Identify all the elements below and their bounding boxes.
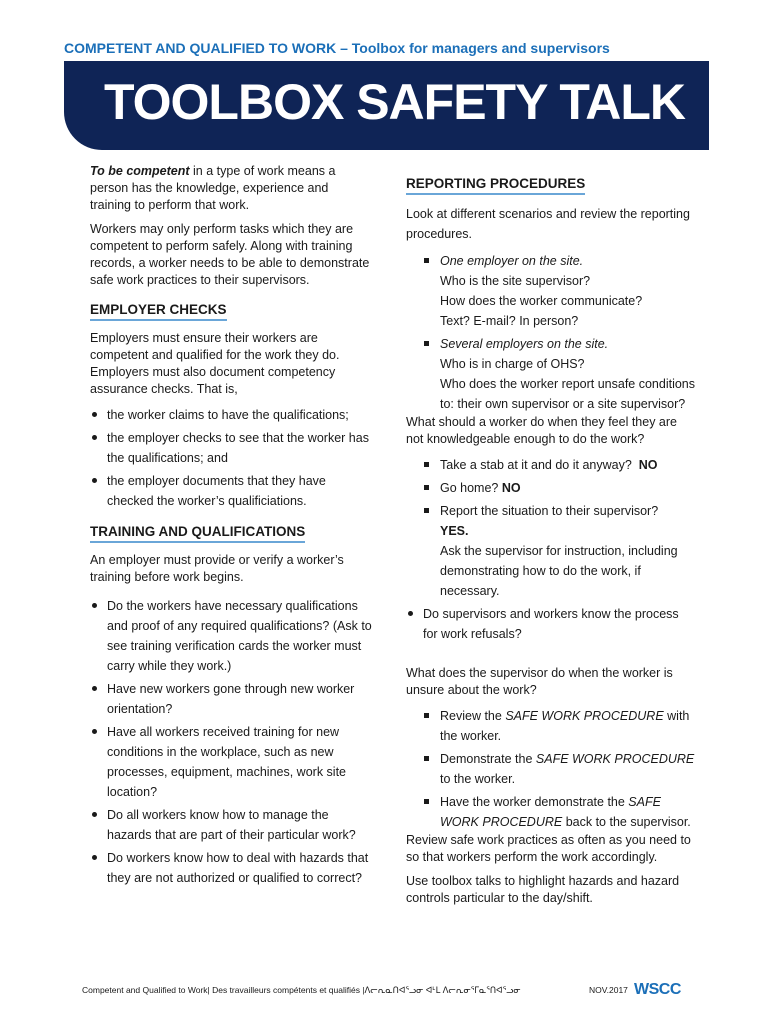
scenario-line: How does the worker communicate? — [440, 294, 643, 308]
banner-title: TOOLBOX SAFETY TALK — [104, 74, 686, 130]
action-emphasis: SAFE WORK PROCEDURE — [440, 795, 661, 829]
list-item: Do the workers have necessary qualifications and proof of any required qualifications? (Ask to see training verification cards the worker must carry while they work.) — [90, 596, 372, 676]
list-item: Do workers know how to deal with hazards that they are not authorized or qualified to correct? — [90, 848, 372, 888]
reporting-heading: REPORTING PROCEDURES — [406, 175, 585, 195]
list-item: the employer checks to see that the worker has the qualifications; and — [90, 428, 372, 468]
employer-checks-heading: EMPLOYER CHECKS — [90, 301, 227, 321]
answer-list — [406, 455, 696, 601]
training-section — [90, 523, 372, 888]
closing-paragraph-1: Review safe work practices as often as you need to so that workers perform the work accordingly. — [406, 833, 691, 864]
action-text: Have the worker demonstrate the — [440, 795, 629, 809]
action-text: back to the supervisor. — [562, 815, 691, 829]
action-emphasis: SAFE WORK PROCEDURE — [505, 709, 664, 723]
scenario-list — [406, 251, 696, 414]
footer-date: NOV.2017 — [589, 985, 628, 995]
scenario-line: Who is the site supervisor? — [440, 274, 591, 288]
intro-lead: To be competent — [90, 164, 190, 178]
list-item — [406, 478, 696, 498]
list-item — [406, 792, 696, 832]
list-item: Have new workers gone through new worker orientation? — [90, 679, 372, 719]
reporting-paragraph: Look at different scenarios and review the reporting procedures. — [406, 207, 690, 241]
document-subtitle: COMPETENT AND QUALIFIED TO WORK – Toolbox for managers and supervisors — [64, 40, 610, 56]
wscc-logo: WSCC — [634, 981, 681, 998]
list-item — [406, 501, 696, 601]
left-column — [90, 163, 372, 895]
list-item — [406, 455, 696, 475]
refusal-list — [406, 604, 696, 644]
answer-text: Take a stab at it and do it anyway? — [440, 458, 632, 472]
answer-label: YES. — [440, 524, 469, 538]
closing-paragraph-2: Use toolbox talks to highlight hazards and hazard controls particular to the day/shift. — [406, 874, 680, 905]
scenario-line: Who is in charge of OHS? — [440, 357, 585, 371]
answer-text: Report the situation to their supervisor? — [440, 504, 659, 518]
list-item: the worker claims to have the qualifications; — [90, 405, 372, 425]
list-item: Do supervisors and workers know the process for work refusals? — [406, 604, 696, 644]
scenario-title: Several employers on the site. — [440, 337, 609, 351]
scenario-line: Text? E-mail? In person? — [440, 314, 579, 328]
list-item: Do all workers know how to manage the hazards that are part of their particular work? — [90, 805, 372, 845]
answer-label: NO — [638, 458, 658, 472]
intro-rest: in a type of work means a person has the knowledge, experience and training to perform that work. — [90, 164, 336, 212]
employer-checks-list — [90, 405, 372, 511]
employer-checks-section — [90, 301, 372, 511]
intro-paragraph — [90, 163, 372, 214]
action-emphasis: SAFE WORK PROCEDURE — [535, 752, 695, 766]
training-list — [90, 596, 372, 888]
action-text: Demonstrate the — [440, 752, 536, 766]
scenario-line: Who does the worker report unsafe conditions to: their own supervisor or a site supervisor? — [440, 377, 695, 411]
footer — [82, 985, 692, 996]
list-item — [406, 251, 696, 331]
footer-text: Competent and Qualified to Work| Des travailleurs compétents et qualifiés |ᐱᓕᕆᓇᑎᐊᕐᓗᓂ ᐊᒻᒪ ᐱᓕᕆᓂᕐᒥᓇᕐᑎᐊᕐᓗᓂ — [82, 985, 521, 995]
list-item — [406, 706, 696, 746]
right-column — [406, 175, 696, 914]
employer-checks-paragraph: Employers must ensure their workers are competent and qualified for the work they do. Employers must also document competency assurance checks. That is, — [90, 331, 340, 396]
list-item: Have all workers received training for new conditions in the workplace, such as new processes, equipment, machines, work site location? — [90, 722, 372, 802]
action-text: with the worker. — [440, 709, 690, 743]
title-banner — [64, 61, 709, 150]
list-item: the employer documents that they have checked the worker’s qualificiations. — [90, 471, 372, 511]
question-1: What should a worker do when they feel they are not knowledgeable enough to do the work? — [406, 415, 677, 446]
action-text: Review the — [440, 709, 506, 723]
question-3: What does the supervisor do when the worker is unsure about the work? — [406, 666, 673, 697]
training-paragraph: An employer must provide or verify a worker’s training before work begins. — [90, 553, 344, 584]
list-item — [406, 749, 696, 789]
action-text: to the worker. — [440, 772, 516, 786]
list-item — [406, 334, 696, 414]
answer-text: Go home? — [440, 481, 499, 495]
answer-follow-up: Ask the supervisor for instruction, including demonstrating how to do the work, if necessary. — [440, 544, 678, 598]
supervisor-actions-list — [406, 706, 696, 832]
intro-paragraph-2: Workers may only perform tasks which they are competent to perform safely. Along with training records, a worker needs to be able to demonstrate safe work practices to their supervisors. — [90, 222, 370, 287]
scenario-title: One employer on the site. — [440, 254, 584, 268]
answer-label: NO — [501, 481, 521, 495]
training-heading: TRAINING AND QUALIFICATIONS — [90, 523, 305, 543]
